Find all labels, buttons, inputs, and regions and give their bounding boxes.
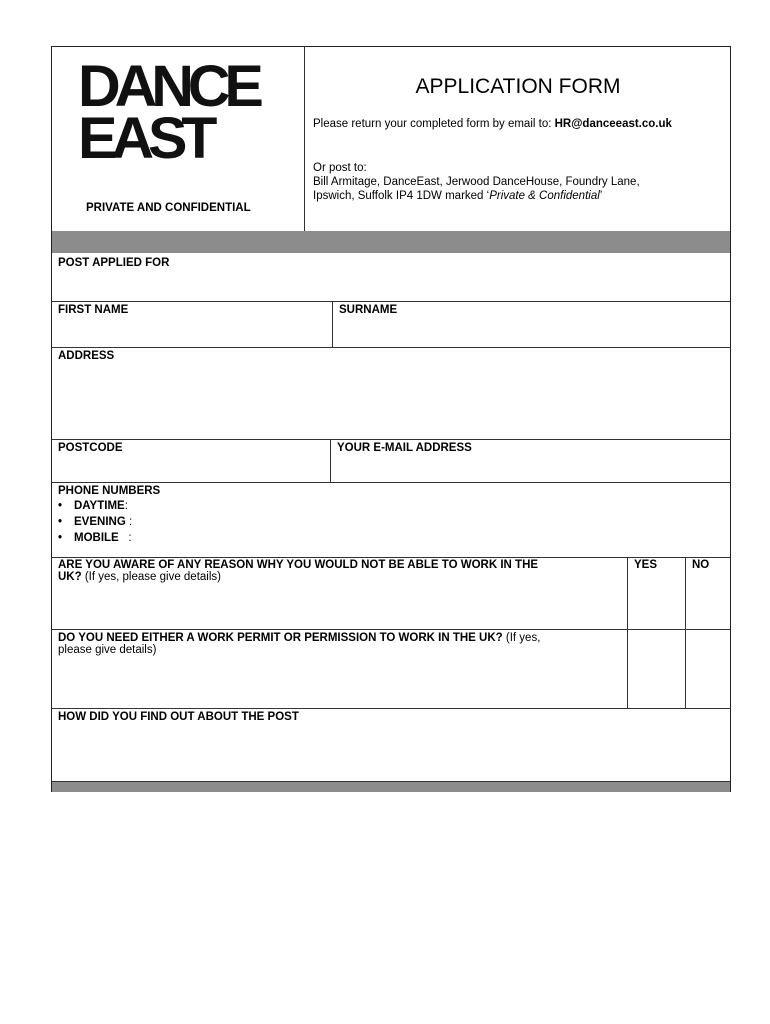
postcode-label: POSTCODE [58,442,123,454]
work-permit-question: DO YOU NEED EITHER A WORK PERMIT OR PERMISSION TO WORK IN THE UK? (If yes, please give details) [58,632,541,656]
phone-numbers-label: PHONE NUMBERS [58,485,161,497]
form-title: APPLICATION FORM [415,75,621,98]
phone-evening[interactable]: • EVENING : [58,516,133,528]
address-label: ADDRESS [58,350,115,362]
email-field[interactable] [331,439,730,482]
postal-address-line-2: Ipswich, Suffolk IP4 1DW marked ‘Private & Confidential’ [313,190,603,202]
q2-no-checkbox[interactable] [686,630,730,708]
post-applied-field[interactable] [52,253,730,301]
q1-yes-checkbox[interactable] [628,575,685,629]
q1-details-field[interactable] [52,577,627,629]
how-found-label: HOW DID YOU FIND OUT ABOUT THE POST [58,711,299,723]
confidential-label: PRIVATE AND CONFIDENTIAL [86,202,251,214]
phone-daytime[interactable]: • DAYTIME: [58,500,128,512]
email-label: YOUR E-MAIL ADDRESS [337,442,472,454]
first-name-field[interactable] [52,301,332,347]
surname-field[interactable] [333,301,730,347]
postcode-field[interactable] [52,439,330,482]
no-header: NO [692,559,710,571]
post-applied-label: POST APPLIED FOR [58,257,170,269]
return-instructions [313,117,672,131]
footer-band [52,781,730,792]
work-restriction-question: ARE YOU AWARE OF ANY REASON WHY YOU WOULD NOT BE ABLE TO WORK IN THE UK? (If yes, please give details) [58,559,539,583]
row-divider [52,557,730,558]
post-to-label: Or post to: [313,162,367,174]
address-field[interactable] [52,347,730,439]
private-confidential-note: Private & Confidential [489,190,600,202]
q2-details-field[interactable] [52,662,627,708]
return-text: Please return your completed form by email to: [313,118,555,130]
phone-mobile[interactable]: • MOBILE : [58,532,132,544]
logo-line-2: EAST [78,106,212,171]
yes-header: YES [634,559,658,571]
bullet-icon: • [58,516,63,528]
q1-no-checkbox[interactable] [686,575,730,629]
bullet-icon: • [58,500,63,512]
hr-email-link[interactable]: HR@danceeast.co.uk [554,118,672,130]
danceeast-logo [78,54,288,171]
section-divider-band [52,231,730,253]
bullet-icon: • [58,532,63,544]
surname-label: SURNAME [339,304,398,316]
application-form [51,46,731,792]
how-found-field[interactable] [52,708,730,781]
row-divider [52,482,730,483]
first-name-label: FIRST NAME [58,304,129,316]
logo-line-1: DANCE [78,54,258,119]
postal-address-line-1: Bill Armitage, DanceEast, Jerwood DanceHouse, Foundry Lane, [313,176,640,188]
postal-instructions [313,161,640,203]
q2-yes-checkbox[interactable] [628,630,685,708]
